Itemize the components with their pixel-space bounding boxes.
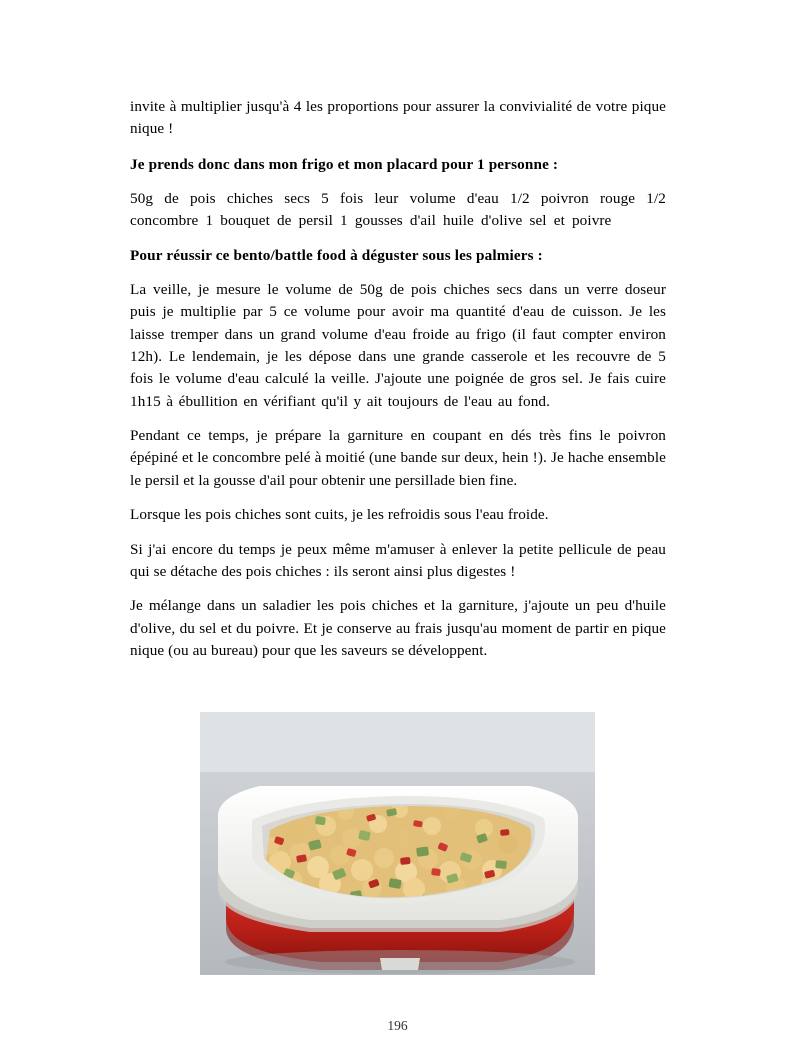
paragraph-step-peeling: Si j'ai encore du temps je peux même m'amuser à enlever la petite pellicule de peau qui se détache des pois chiches : ils seront ainsi plus digestes !: [130, 540, 666, 580]
heading-instructions: Pour réussir ce bento/battle food à déguster sous les palmiers :: [130, 246, 543, 264]
paragraph-ingredients-list: 50g de pois chiches secs 5 fois leur volume d'eau 1/2 poivron rouge 1/2 concombre 1 bouquet de persil 1 gousses d'ail huile d'olive sel et poivre: [130, 190, 666, 230]
heading-ingredients: Je prends donc dans mon frigo et mon placard pour 1 personne :: [130, 155, 559, 173]
paragraph-step-soaking: La veille, je mesure le volume de 50g de pois chiches secs dans un verre doseur puis je multiplie par 5 ce volume pour avoir ma quantité d'eau de cuisson. Je les laisse tremper dans un grand volume d'eau froide au frigo (il faut compter environ 12h). Le lendemain, je les dépose dans une grande casserole et les recouvre de 5 fois le volume d'eau calculé la veille. J'ajoute une poignée de gros sel. Je fais cuire 1h15 à ébullition en vérifiant qu'il y ait toujours de l'eau au fond.: [130, 281, 666, 410]
recipe-photo: [200, 712, 595, 975]
page-number: 196: [387, 1018, 408, 1033]
document-body: [130, 96, 666, 674]
paragraph-intro: invite à multiplier jusqu'à 4 les proportions pour assurer la convivialité de votre pique nique !: [130, 98, 666, 138]
paragraph-step-mixing: Je mélange dans un saladier les pois chiches et la garniture, j'ajoute un peu d'huile d'olive, du sel et du poivre. Et je conserve au frais jusqu'au moment de partir en pique nique (ou au bureau) pour que les saveurs se développent.: [130, 597, 666, 659]
recipe-photo-image: [200, 712, 595, 975]
paragraph-step-cooling: Lorsque les pois chiches sont cuits, je les refroidis sous l'eau froide.: [130, 506, 549, 524]
paragraph-step-garnish: Pendant ce temps, je prépare la garniture en coupant en dés très fins le poivron épépiné et le concombre pelé à moitié (une bande sur deux, hein !). Je hache ensemble le persil et la gousse d'ail pour obtenir une persillade bien fine.: [130, 427, 666, 489]
